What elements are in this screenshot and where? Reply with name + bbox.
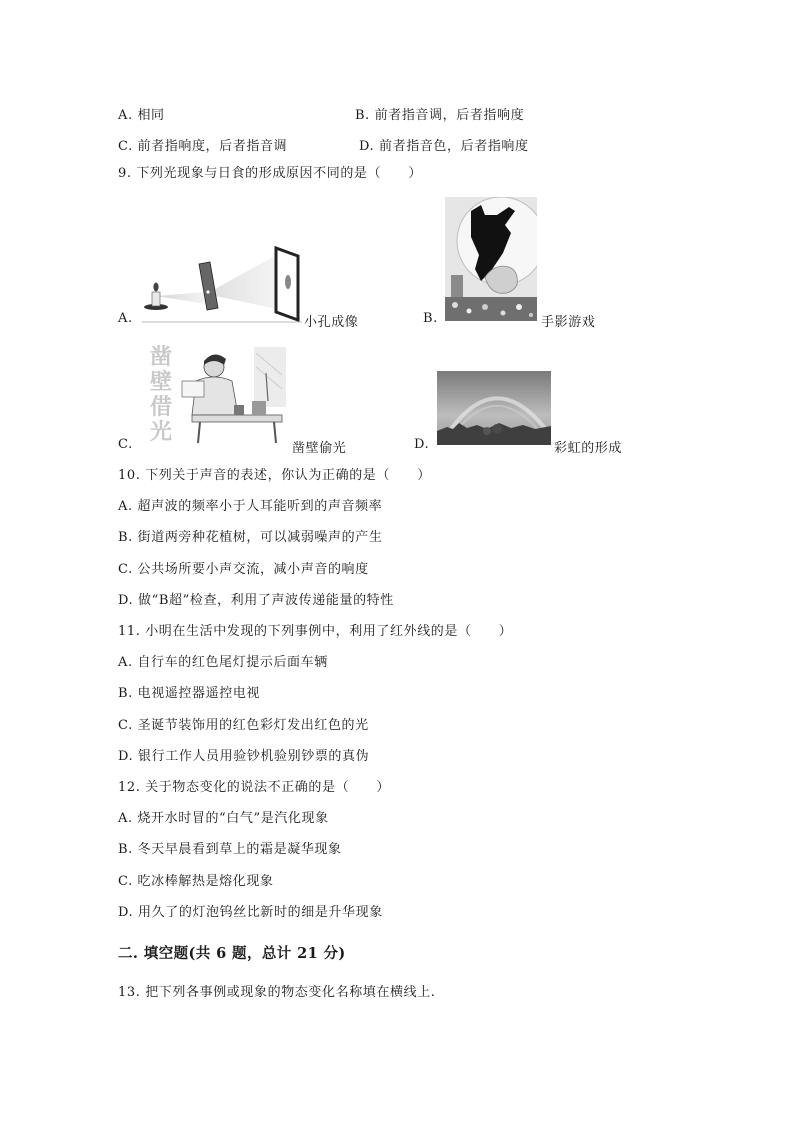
q10-option-c: C. 公共场所要小声交流，减小声音的响度 — [118, 562, 369, 577]
wall-light-char-1: 凿 — [149, 345, 172, 370]
wall-light-char-2: 壁 — [149, 370, 172, 395]
q9-option-d-letter: D. — [414, 437, 430, 452]
q12-option-b: B. 冬天早晨看到草上的霜是凝华现象 — [118, 842, 342, 857]
q9-option-b-caption: 手影游戏 — [541, 315, 596, 330]
rainbow-image — [437, 371, 551, 445]
q8-option-d — [359, 135, 529, 154]
wall-light-char-4: 光 — [149, 420, 172, 445]
q9-option-b-letter: B. — [423, 311, 438, 326]
q10-option-b: B. 街道两旁种花植树，可以减弱噪声的产生 — [118, 530, 383, 545]
q12-option-a: A. 烧开水时冒的“白气”是汽化现象 — [118, 811, 329, 826]
q8-option-c — [118, 135, 287, 154]
q9-option-a-letter: A. — [118, 311, 133, 326]
wall-light-image-text — [144, 345, 178, 445]
q13-stem: 13. 把下列各事例或现象的物态变化名称填在横线上. — [118, 985, 436, 1000]
q12-option-d: D. 用久了的灯泡钨丝比新时的细是升华现象 — [118, 905, 383, 920]
q8-option-b — [355, 104, 524, 123]
section-title-fill-in: 二. 填空题(共 6 题，总计 21 分) — [118, 945, 346, 962]
q8-option-c-text: C. 前者指响度，后者指音调 — [118, 139, 288, 154]
q9-option-c-letter: C. — [118, 437, 133, 452]
q8-option-b-text: B. 前者指音调，后者指响度 — [355, 108, 525, 123]
q10-option-d: D. 做“B超”检查，利用了声波传递能量的特性 — [118, 593, 394, 608]
q10-stem: 10. 下列关于声音的表述，你认为正确的是（ ） — [118, 468, 431, 483]
q8-option-a-text: A. 相同 — [118, 108, 165, 123]
q8-option-d-text: D. 前者指音色，后者指响度 — [359, 139, 529, 154]
hand-shadow-image — [445, 197, 537, 321]
q12-stem: 12. 关于物态变化的说法不正确的是（ ） — [118, 780, 391, 795]
q9-option-d-caption: 彩虹的形成 — [554, 441, 623, 456]
q9-option-c-caption: 凿壁偷光 — [292, 441, 347, 456]
q11-option-c: C. 圣诞节装饰用的红色彩灯发出红色的光 — [118, 718, 369, 733]
q12-option-c: C. 吃冰棒解热是熔化现象 — [118, 874, 274, 889]
q11-option-a: A. 自行车的红色尾灯提示后面车辆 — [118, 655, 328, 670]
q9-stem: 9. 下列光现象与日食的形成原因不同的是（ ） — [118, 166, 422, 181]
q11-stem: 11. 小明在生活中发现的下列事例中，利用了红外线的是（ ） — [118, 624, 513, 639]
q11-option-d: D. 银行工作人员用验钞机验别钞票的真伪 — [118, 749, 370, 764]
wall-light-char-3: 借 — [149, 395, 172, 420]
q8-option-a — [118, 104, 165, 123]
q10-option-a: A. 超声波的频率小于人耳能听到的声音频率 — [118, 499, 383, 514]
q11-option-b: B. 电视遥控器遥控电视 — [118, 686, 261, 701]
q9-option-a-caption: 小孔成像 — [304, 315, 359, 330]
wall-light-image — [142, 345, 288, 447]
pinhole-image — [142, 244, 302, 324]
